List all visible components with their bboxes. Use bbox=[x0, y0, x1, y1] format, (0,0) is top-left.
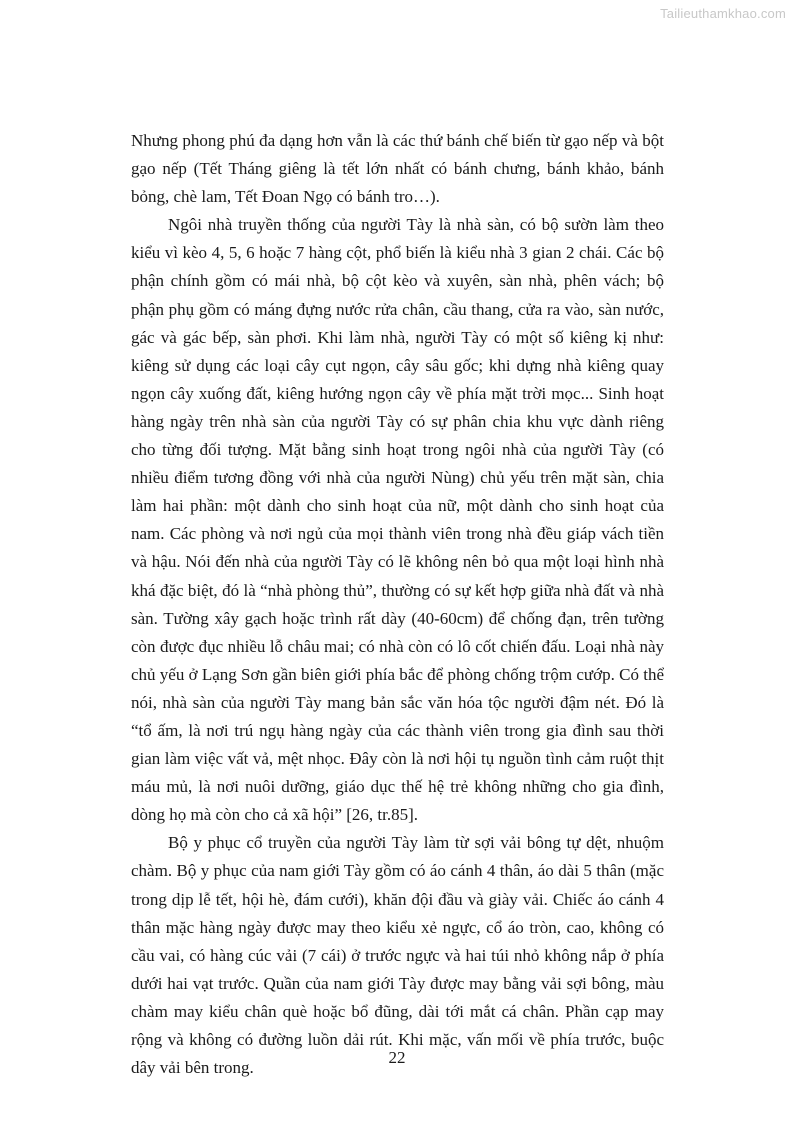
page-number: 22 bbox=[388, 1048, 406, 1067]
site-watermark: Tailieuthamkhao.com bbox=[660, 6, 786, 21]
paragraph-traditional-clothing: Bộ y phục cổ truyền của người Tày làm từ sợi vải bông tự dệt, nhuộm chàm. Bộ y phục của nam giới Tày gồm có áo cánh 4 thân, áo dài 5 thân (mặc trong dịp lễ tết, hội hè, đám cưới), khăn đội đầu và giày vải. Chiếc áo cánh 4 thân mặc hàng ngày được may theo kiểu xẻ ngực, cổ áo tròn, cao, không có cầu vai, có hàng cúc vải (7 cái) ở trước ngực và hai túi nhỏ không nắp ở phía dưới hai vạt trước. Quần của nam giới Tày được may bằng vải sợi bông, màu chàm may kiểu chân què hoặc bổ đũng, dài tới mắt cá chân. Phần cạp may rộng và không có đường luồn dải rút. Khi mặc, vấn mối về phía trước, buộc dây vải bên trong. bbox=[131, 833, 664, 1078]
paragraph-traditional-house: Ngôi nhà truyền thống của người Tày là nhà sàn, có bộ sườn làm theo kiểu vì kèo 4, 5, 6 hoặc 7 hàng cột, phổ biến là kiểu nhà 3 gian 2 chái. Các bộ phận chính gồm có mái nhà, bộ cột kèo và xuyên, sàn nhà, phên vách; bộ phận phụ gồm có máng đựng nước rửa chân, cầu thang, cửa ra vào, sàn nước, gác và gác bếp, sàn phơi. Khi làm nhà, người Tày có một số kiêng kị như: kiêng sử dụng các loại cây cụt ngọn, cây sâu gốc; khi dựng nhà kiêng quay ngọn cây xuống đất, kiêng hướng ngọn cây về phía mặt trời mọc... Sinh hoạt hàng ngày trên nhà sàn của người Tày có sự phân chia khu vực dành riêng cho từng đối tượng. Mặt bằng sinh hoạt trong ngôi nhà của người Tày (có nhiều điểm tương đồng với nhà của người Nùng) chủ yếu trên mặt sàn, chia làm hai phần: một dành cho sinh hoạt của nữ, một dành cho sinh hoạt của nam. Các phòng và nơi ngủ của mọi thành viên trong nhà đều giáp vách tiền và hậu. Nói đến nhà của người Tày có lẽ không nên bỏ qua một loại hình nhà khá đặc biệt, đó là “nhà phòng thủ”, thường có sự kết hợp giữa nhà đất và nhà sàn. Tường xây gạch hoặc trình rất dày (40-60cm) để chống đạn, trên tường còn được đục nhiều lỗ châu mai; có nhà còn có lô cốt chiến đấu. Loại nhà này chủ yếu ở Lạng Sơn gần biên giới phía bắc để phòng chống trộm cướp. Có thể nói, nhà sàn của người Tày mang bản sắc văn hóa tộc người đậm nét. Đó là “tổ ấm, là nơi trú ngụ hàng ngày của các thành viên trong gia đình sau thời gian làm việc vất vả, mệt nhọc. Đây còn là nơi hội tụ nguồn tình cảm ruột thịt máu mủ, là nơi nuôi dưỡng, giáo dục thế hệ trẻ không những cho gia đình, dòng họ mà còn cho cả xã hội” [26, tr.85]. bbox=[131, 215, 664, 825]
document-body bbox=[131, 127, 664, 1082]
paragraph-continuation: Nhưng phong phú đa dạng hơn vẫn là các thứ bánh chế biến từ gạo nếp và bột gạo nếp (Tết Tháng giêng là tết lớn nhất có bánh chưng, bánh khảo, bánh bỏng, chè lam, Tết Đoan Ngọ có bánh tro…). bbox=[131, 131, 664, 207]
